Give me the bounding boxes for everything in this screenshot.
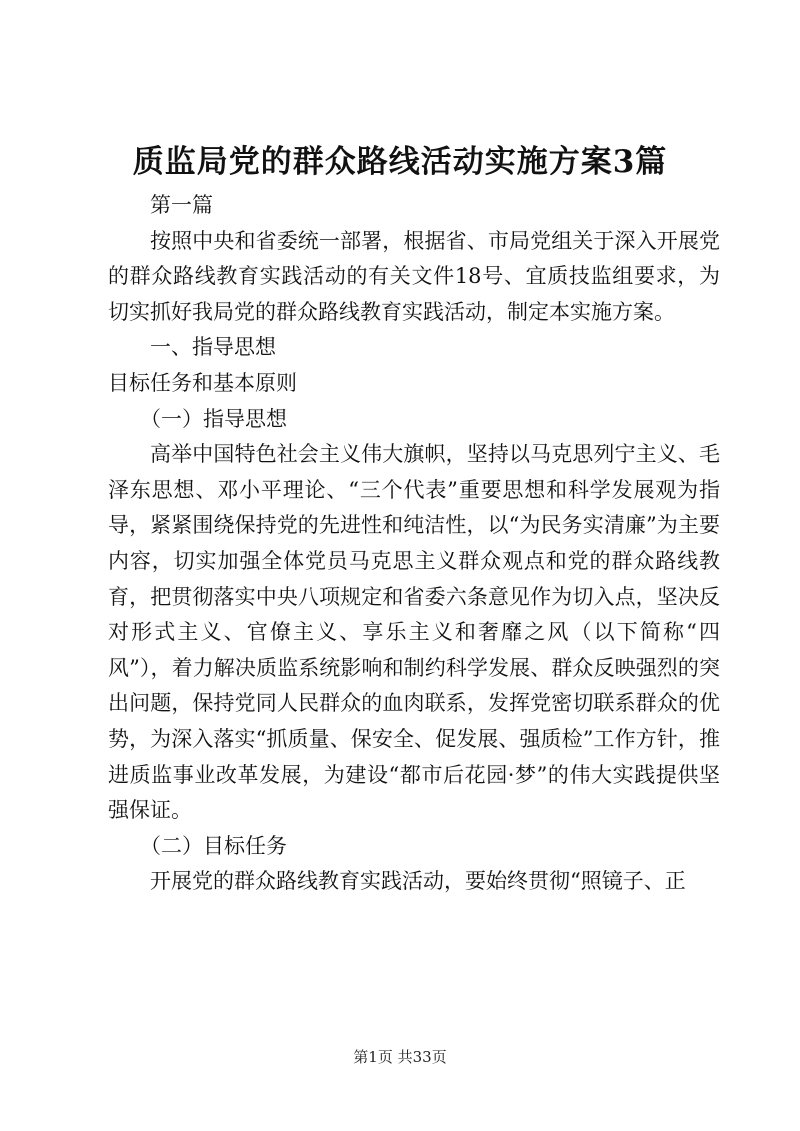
section-heading-first: 第一篇	[150, 193, 213, 217]
section-heading-guiding-ideology: 一、指导思想	[150, 335, 276, 360]
intro-paragraph: 按照中央和省委统一部署，根据省、市局党组关于深入开展党的群众路线教育实践活动的有关文件18号、宜质技监组要求，为切实抓好我局党的群众路线教育实践活动，制定本实施方案。	[108, 228, 720, 324]
subheading-goals: （二）目标任务	[140, 833, 287, 858]
page-number-footer: 第1页 共33页	[353, 1048, 447, 1066]
document-body	[108, 188, 720, 900]
subheading-goals-principles: 目标任务和基本原则	[108, 370, 297, 395]
goals-paragraph: 开展党的群众路线教育实践活动，要始终贯彻“照镜子、正	[150, 869, 686, 894]
subheading-guiding-ideology: （一）指导思想	[140, 406, 287, 431]
guiding-ideology-paragraph: 高举中国特色社会主义伟大旗帜，坚持以马克思列宁主义、毛泽东思想、邓小平理论、“三个代表”重要思想和科学发展观为指导，紧紧围绕保持党的先进性和纯洁性，以“为民务实清廉”为主要内容，切实加强全体党员马克思主义群众观点和党的群众路线教育，把贯彻落实中央八项规定和省委六条意见作为切入点，坚决反对形式主义、官僚主义、享乐主义和奢靡之风（以下简称“四风”），着力解决质监系统影响和制约科学发展、群众反映强烈的突出问题，保持党同人民群众的血肉联系，发挥党密切联系群众的优势，为深入落实“抓质量、保安全、促发展、强质检”工作方针，推进质监事业改革发展，为建设“都市后花园·梦”的伟大实践提供坚强保证。	[108, 442, 720, 823]
document-title: 质监局党的群众路线活动实施方案3篇	[132, 144, 668, 180]
